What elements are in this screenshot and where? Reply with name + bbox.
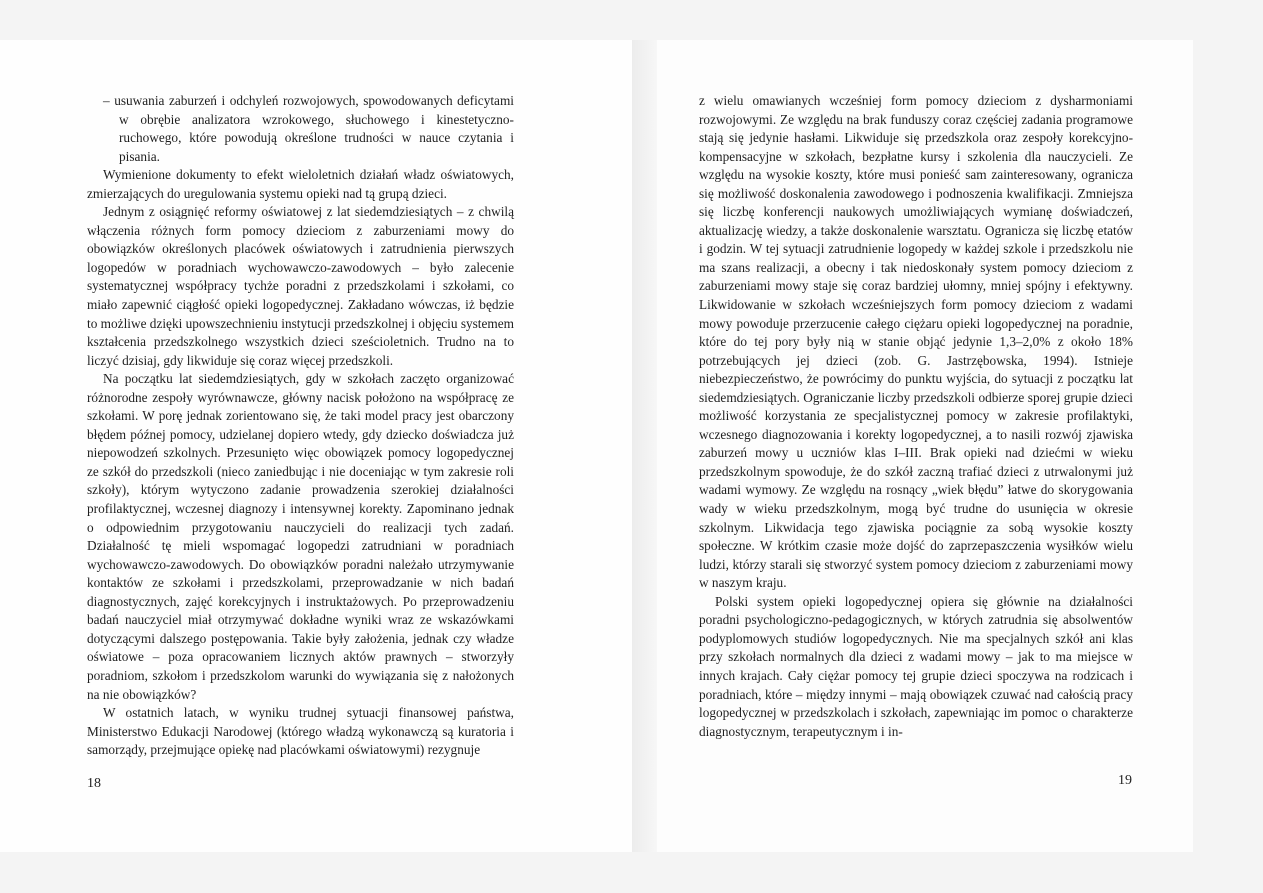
paragraph: Wymienione dokumenty to efekt wieloletnich działań władz oświatowych, zmierzających do uregulowania systemu opieki nad tą grupą dzieci. <box>87 167 514 201</box>
paragraph: Polski system opieki logopedycznej opiera się głównie na działalności poradni psychologiczno-pedagogicznych, w których zatrudnia się absolwentów podyplomowych studiów logopedycznych. Nie ma specjalnych szkół ani klas przy szkołach normalnych dla dzieci z wadami mowy – jak to ma miejsce w innych krajach. Cały ciężar pomocy tej grupie dzieci spoczywa na rodzicach i poradniach, które – między innymi – mają obowiązek czuwać nad całością pracy logopedycznej w przedszkolach i szkołach, zapewniając im pomoc o charakterze diagnostycznym, terapeutycznym i in- <box>699 593 1133 739</box>
bullet-item: – usuwania zaburzeń i odchyleń rozwojowych, spowodowanych deficytami w obrębie analizatora wzrokowego, słuchowego i kinestetyczno-ruchowego, które powodują określone trudności w nauce czytania i pisania. <box>103 93 514 164</box>
right-page-body <box>699 92 1133 741</box>
page-number: 19 <box>1118 773 1132 788</box>
paragraph: z wielu omawianych wcześniej form pomocy dzieciom z dysharmoniami rozwojowymi. Ze względu na brak funduszy coraz częściej zadania programowe stają się jedynie hasłami. Likwiduje się przedszkola oraz zespoły korekcyjno-kompensacyjne w szkołach, bezpłatne kursy i szkolenia dla nauczycieli. Ze względu na wysokie koszty, które musi ponieść sam zainteresowany, ogranicza się możliwość doskonalenia zawodowego i podnoszenia kwalifikacji. Zmniejsza się liczbę konferencji naukowych umożliwiających wymianę doświadczeń, aktualizację wiedzy, a także doskonalenie warsztatu. Ogranicza się liczbę etatów i godzin. W tej sytuacji zatrudnienie logopedy w każdej szkole i przedszkolu nie ma szans realizacji, a obecny i tak niedoskonały system pomocy dzieciom z zaburzeniami mowy staje się coraz bardziej ułomny, mniej spójny i efektywny. Likwidowanie w szkołach wcześniejszych form pomocy dzieciom z wadami mowy powoduje przerzucenie całego ciężaru opieki logopedycznej na poradnie, które do tej pory były nią w stanie objąć jedynie 1,3–2,0% z około 18% potrzebujących jej dzieci (zob. G. Jastrzębowska, 1994). Istnieje niebezpieczeństwo, że powrócimy do punktu wyjścia, do sytuacji z początku lat siedemdziesiątych. Ograniczanie liczby przedszkoli odbierze sporej grupie dzieci możliwość korzystania ze specjalistycznej pomocy w zakresie profilaktyki, wczesnego diagnozowania i korekty logopedycznej, a to nasili rozwój zjawiska zaburzeń mowy u uczniów klas I–III. Brak opieki nad dziećmi w wieku przedszkolnym spowoduje, że do szkół zaczną trafiać dzieci z utrwalonymi już wadami wymowy. Ze względu na rosnący „wiek błędu” łatwe do skorygowania wady w wieku przedszkolnym, mogą być trudne do usunięcia w okresie szkolnym. Likwidacja tego zjawiska pociągnie za sobą wysokie koszty społeczne. W krótkim czasie może dojść do zaprzepaszczenia wysiłków wielu ludzi, którzy starali się stworzyć system pomocy dzieciom z zaburzeniami mowy w naszym kraju. <box>699 93 1133 591</box>
page-number: 18 <box>87 776 101 791</box>
paragraph: Na początku lat siedemdziesiątych, gdy w szkołach zaczęto organizować różnorodne zespoły wyrównawcze, główny nacisk położono na współpracę ze szkołami. W porę jednak zorientowano się, że taki model pracy jest obarczony błędem późnej pomocy, udzielanej dopiero wtedy, gdy dziecko doświadcza już niepowodzeń szkolnych. Przesunięto więc obowiązek pomocy logopedycznej ze szkół do przedszkoli (nieco zaniedbując i nie doceniając w tym zakresie roli szkoły), którym wytyczono zadanie prowadzenia szerokiej działalności profilaktycznej, wczesnej diagnozy i intensywnej korekty. Zapominano jednak o odpowiednim przygotowaniu nauczycieli do realizacji tych zadań. Działalność tę mieli wspomagać logopedzi zatrudniani w poradniach wychowawczo-zawodowych. Do obowiązków poradni należało utrzymywanie kontaktów ze szkołami i przedszkolami, przeprowadzanie w nich badań diagnostycznych, zajęć korekcyjnych i instruktażowych. Po przeprowadzeniu badań nauczyciel miał otrzymywać dokładne wyniki wraz ze wskazówkami dotyczącymi dalszego postępowania. Takie były założenia, jednak czy władze oświatowe – poza opracowaniem licznych aktów prawnych – stworzyły poradniom, szkołom i przedszkolom warunki do wywiązania się z nałożonych na nie obowiązków? <box>87 371 514 702</box>
left-page-body <box>87 92 514 760</box>
right-page <box>657 40 1193 852</box>
paragraph: Jednym z osiągnięć reformy oświatowej z lat siedemdziesiątych – z chwilą włączenia różnych form pomocy dzieciom z zaburzeniami mowy do obowiązków określonych placówek oświatowych i zatrudnienia pierwszych logopedów w poradniach wychowawczo-zawodowych – było zalecenie systematycznej współpracy tychże poradni z przedszkolami i szkołami, co miało zapewnić ciągłość opieki logopedycznej. Zakładano wówczas, iż będzie to możliwe dzięki upowszechnieniu instytucji przedszkolnej i objęciu systemem kształcenia przedszkolnego wszystkich dzieci sześcioletnich. Trudno na to liczyć dzisiaj, gdy likwiduje się coraz więcej przedszkoli. <box>87 204 514 368</box>
book-gutter <box>632 40 657 852</box>
paragraph: W ostatnich latach, w wyniku trudnej sytuacji finansowej państwa, Ministerstwo Edukacji Narodowej (którego władzą wykonawczą są kuratoria i samorządy, przejmujące opiekę nad placówkami oświatowymi) rezygnuje <box>87 705 514 758</box>
left-page <box>0 40 632 852</box>
